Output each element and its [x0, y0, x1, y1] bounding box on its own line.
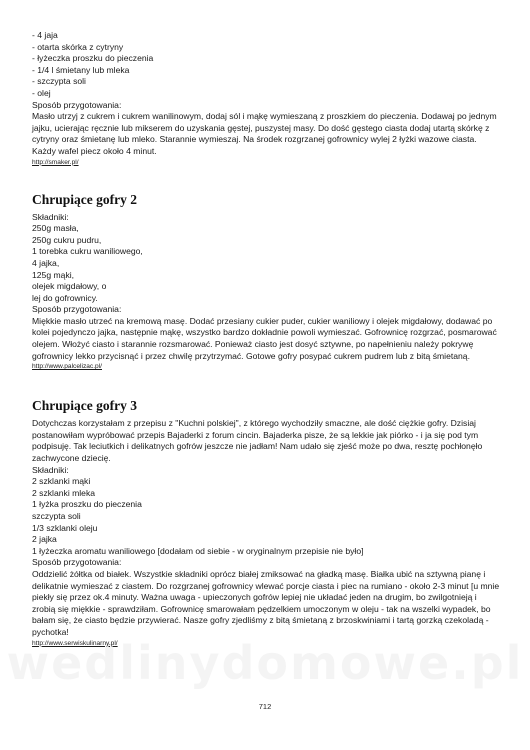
recipe-title: Chrupiące gofry 3 — [32, 398, 137, 414]
ingredient-item: 1 łyżka proszku do pieczenia — [32, 499, 142, 510]
source-link[interactable]: http://smaker.pl/ — [32, 158, 79, 166]
document-page — [32, 30, 502, 649]
ingredient-item: 2 szklanki mąki — [32, 476, 91, 487]
ingredient-item: - 1/4 l śmietany lub mleka — [32, 64, 130, 75]
ingredient-item: lej do gofrownicy. — [32, 292, 98, 303]
ingredient-item: 4 jajka, — [32, 257, 60, 268]
ingredient-item: 1 łyżeczka aromatu waniliowego [dodałam od siebie - w oryginalnym przepisie nie było] — [32, 545, 364, 556]
ingredient-item: 250g cukru pudru, — [32, 234, 102, 245]
ingredient-item: 125g mąki, — [32, 269, 75, 280]
ingredient-item: 2 szklanki mleka — [32, 487, 96, 498]
section-1 — [32, 30, 502, 168]
section-3 — [32, 418, 502, 648]
source-link[interactable]: http://www.serwiskulinarny.pl/ — [32, 639, 118, 647]
page-number: 712 — [258, 702, 272, 711]
section-2 — [32, 212, 502, 373]
ingredient-item: 1/3 szklanki oleju — [32, 522, 98, 533]
ingredient-item: - otarta skórka z cytryny — [32, 41, 124, 52]
source-link[interactable]: http://www.palcelizac.pl/ — [32, 363, 102, 371]
watermark — [0, 636, 530, 690]
ingredient-item: olejek migdałowy, o — [32, 281, 107, 292]
intro-text: Dotychczas korzystałam z przepisu z "Kuchni polskiej", z którego wychodziły smaczne, ale dość ciężkie gofry. Dzisiaj postanowiłam wypróbować przepis Bajaderki z forum cincin. Bajaderka pisze, że są lekkie jak piórko - i ja się pod tym podpisuję. Tak leciutkich i delikatnych gofrów jeszcze nie jadłam! Nam udało się zjeść może po dwa, resztę pochłonęło zachwycone dziecię. — [32, 418, 483, 464]
ingredient-item: 250g masła, — [32, 223, 79, 234]
ingredients-label: Składniki: — [32, 464, 69, 475]
preparation-text: Miękkie masło utrzeć na kremową masę. Dodać przesiany cukier puder, cukier waniliowy i olejek migdałowy, dodawać po kolei pojedynczo jajka, następnie mąkę, wszystko bardzo dokładnie powoli wymieszać. Gofrownicę rozgrzać, posmarować olejem. Włożyć ciasto i starannie rozsmarować. Ponieważ ciasto jest dosyć sztywne, po napełnieniu należy pokrywę gofrownicy lekko przycisnąć i przez chwilę przytrzymać. Gotowe gofry posypać cukrem pudrem lub z bitą śmietaną. — [32, 315, 497, 361]
ingredient-item: - łyżeczka proszku do pieczenia — [32, 53, 154, 64]
ingredient-item: szczypta soli — [32, 511, 81, 521]
ingredients-label: Składniki: — [32, 211, 69, 222]
preparation-text: Oddzielić żółtka od białek. Wszystkie składniki oprócz białej zmiksować na gładką masę. Białka ubić na sztywną pianę i delikatnie wymieszać z ciastem. Do rozgrzanej gofrownicy wlewać porcje ciasta i piec na rumiano - około 2-3 minut [u mnie piekły się przez ok.4 minuty. Ważna uwaga - upieczonych gofrów lepiej nie układać jeden na drugim, bo zwilgotnieją i zrobią się miękkie - sprawdziłam. Gofrownicę smarowałam pędzelkiem umoczonym w oleju - tak na wszelki wypadek, bo bałam się, że ciasto będzie przywierać. Nasze gofry zjedliśmy z bitą śmietaną z brzoskwiniami i tartą gorzką czekoladą - pychotka! — [32, 568, 500, 637]
ingredient-item: - olej — [32, 87, 51, 98]
ingredient-item: - szczypta soli — [32, 76, 86, 87]
preparation-text: Masło utrzyj z cukrem i cukrem wanilinowym, dodaj sól i mąkę wymieszaną z proszkiem do pieczenia. Dodawaj po jednym jajku, ucierając ręcznie lub mikserem do uzyskania gęstej, puszystej masy. Do dość gęstego ciasta dodaj utartą skórkę z cytryny oraz śmietanę lub mleko. Starannie wymieszaj. Na środek rozgrzanej gofrownicy wylej 2 łyżki wazowe ciasta. Każdy wafel piecz około 4 minut. — [32, 111, 497, 156]
preparation-label: Sposób przygotowania: — [32, 304, 122, 315]
ingredient-item: 1 torebka cukru waniliowego, — [32, 246, 143, 257]
ingredient-item: 2 jajka — [32, 534, 57, 545]
preparation-label: Sposób przygotowania: — [32, 557, 122, 568]
ingredient-item: - 4 jaja — [32, 30, 58, 40]
preparation-label: Sposób przygotowania: — [32, 99, 122, 110]
recipe-title: Chrupiące gofry 2 — [32, 191, 137, 207]
